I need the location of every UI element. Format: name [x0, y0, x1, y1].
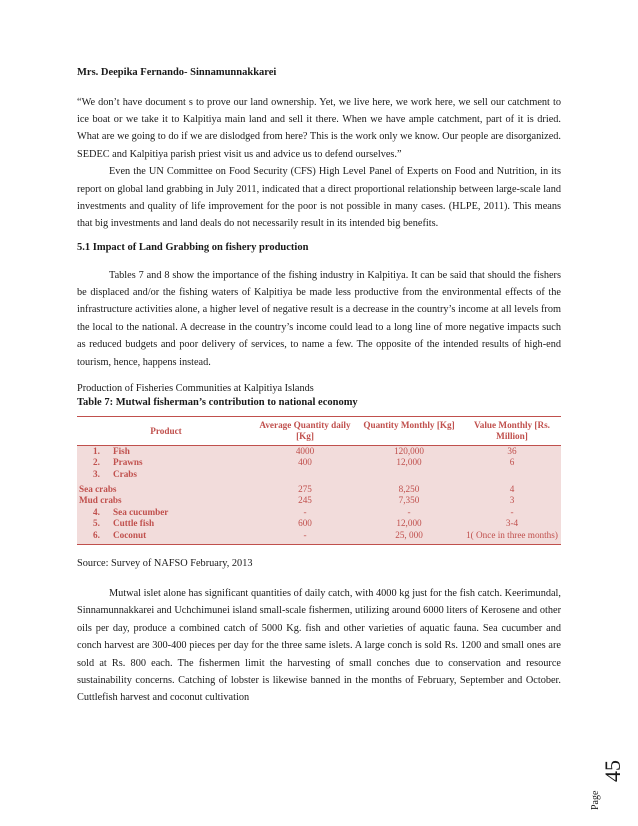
row-product: Sea cucumber — [113, 506, 169, 517]
row-product: Mud crabs — [79, 495, 122, 506]
table-row — [77, 480, 561, 495]
row-avg: 4000 — [295, 445, 315, 456]
section-heading: 5.1 Impact of Land Grabbing on fishery production — [77, 241, 309, 253]
table-row — [77, 518, 561, 529]
page-number-label — [586, 700, 626, 810]
header-qty-monthly: Quantity Monthly [Kg] — [363, 419, 455, 430]
table-row — [77, 445, 561, 457]
row-number: 1. — [93, 445, 100, 456]
row-monthly: - — [407, 506, 411, 517]
table-row — [77, 495, 561, 506]
row-monthly: 120,000 — [394, 445, 424, 456]
production-table — [77, 416, 561, 545]
page-word: Page — [590, 790, 601, 810]
row-number: 6. — [93, 529, 100, 540]
table-row — [77, 530, 561, 545]
row-product: Sea crabs — [79, 484, 117, 494]
table-row — [77, 457, 561, 468]
table-header-row — [77, 416, 561, 445]
quote-paragraph: “We don’t have document s to prove our land ownership. Yet, we live here, we work here, we sell our catchment to ice boat or we take it to Kalpitiya main land and sell it there. When we have ample catchment, part of it is dried. What are we going to do if we are dislodged from here? This is the work only we know. Our people are disorganized. SEDEC and Kalpitiya parish priest visit us and advice us to defend ourselves.” — [77, 96, 561, 160]
row-avg — [255, 469, 355, 480]
row-product: Coconut — [113, 529, 147, 540]
table-caption: Production of Fisheries Communities at Kalpitiya Islands — [77, 382, 314, 394]
row-value: 1( Once in three months) — [466, 529, 558, 540]
row-avg: 400 — [298, 457, 312, 468]
row-monthly: 12,000 — [396, 518, 422, 529]
row-avg: 275 — [298, 484, 312, 494]
row-number: 4. — [93, 506, 100, 517]
row-value: - — [510, 506, 514, 517]
table-row — [77, 507, 561, 518]
row-monthly: 8,250 — [398, 484, 420, 494]
row-value: 4 — [509, 484, 515, 494]
row-monthly: 25, 000 — [395, 529, 423, 540]
paragraph-impact: Tables 7 and 8 show the importance of the fishing industry in Kalpitiya. It can be said that should the fishers be displaced and/or the fishing waters of Kalpitiya be made less productive from the environmental effects of the infrastructure activities alone, a higher level of negative result is a decrease in the country’s income at all levels from the local to the national. A decrease in the country’s income could lead to a long line of more negative impacts such as reduced budgets and poor delivery of services, to name a few. The opposite of the intended results of high-end tourism, hence, happens instead. — [77, 269, 561, 368]
header-value-monthly: Value Monthly [Rs. Million] — [474, 419, 550, 442]
row-number: 2. — [93, 457, 100, 468]
speaker-name: Mrs. Deepika Fernando- Sinnamunnakkarei — [77, 67, 277, 78]
row-product: Cuttle fish — [113, 518, 155, 529]
row-value: 3 — [509, 495, 515, 506]
row-value — [463, 469, 561, 480]
header-product: Product — [150, 425, 182, 436]
table-row — [77, 469, 561, 480]
header-avg-qty: Average Quantity daily [Kg] — [259, 419, 351, 442]
row-product: Prawns — [113, 457, 143, 468]
row-avg: 245 — [298, 495, 312, 506]
row-product: Fish — [113, 445, 130, 456]
row-value: 6 — [509, 457, 515, 468]
table-source: Source: Survey of NAFSO February, 2013 — [77, 558, 253, 570]
row-number: 5. — [93, 518, 100, 529]
row-avg: - — [303, 506, 307, 517]
paragraph-cfs: Even the UN Committee on Food Security (CFS) High Level Panel of Experts on Food and Nutrition, in its report on global land grabbing in July 2011, indicated that a direct proportional relationship between large-scale land investments and quality of life improvement for the poor is not possible in many cases. (HLPE, 2011). This means that big investments and land deals do not necessarily result in its intended big benefits. — [77, 166, 561, 230]
paragraph-mutwal: Mutwal islet alone has significant quantities of daily catch, with 4000 kg just for the fish catch. Keerimundal, Sinnamunnakkarei and Uchchimunei island small-scale fishermen, utilizing around 6000 liters of Kerosene and other oils per day, produce a combined catch of 5000 Kg. fish and other varieties of aquatic fauna. Sea cucumber and conch harvest are 300-400 pieces per day for the three same islets. A large conch is sold Rs. 1200 and small ones are sold at Rs. 800 each. The fishermen limit the harvesting of small conches due to conservation and resource sustainability concerns. Catching of lobster is likewise banned in the months of February, September and October. Cuttlefish harvest and coconut cultivation — [77, 588, 561, 704]
row-avg: 600 — [298, 518, 312, 529]
row-number: 3. — [93, 468, 100, 479]
row-monthly: 7,350 — [398, 495, 420, 506]
row-value: 36 — [507, 445, 517, 456]
row-product: Crabs — [113, 468, 137, 479]
row-monthly — [355, 469, 463, 480]
row-monthly: 12,000 — [396, 457, 422, 468]
table-title: Table 7: Mutwal fisherman’s contribution to national economy — [77, 396, 358, 408]
row-avg: - — [303, 529, 307, 540]
row-value: 3-4 — [505, 518, 519, 529]
page-number: 45 — [600, 760, 625, 782]
document-page — [77, 66, 561, 707]
